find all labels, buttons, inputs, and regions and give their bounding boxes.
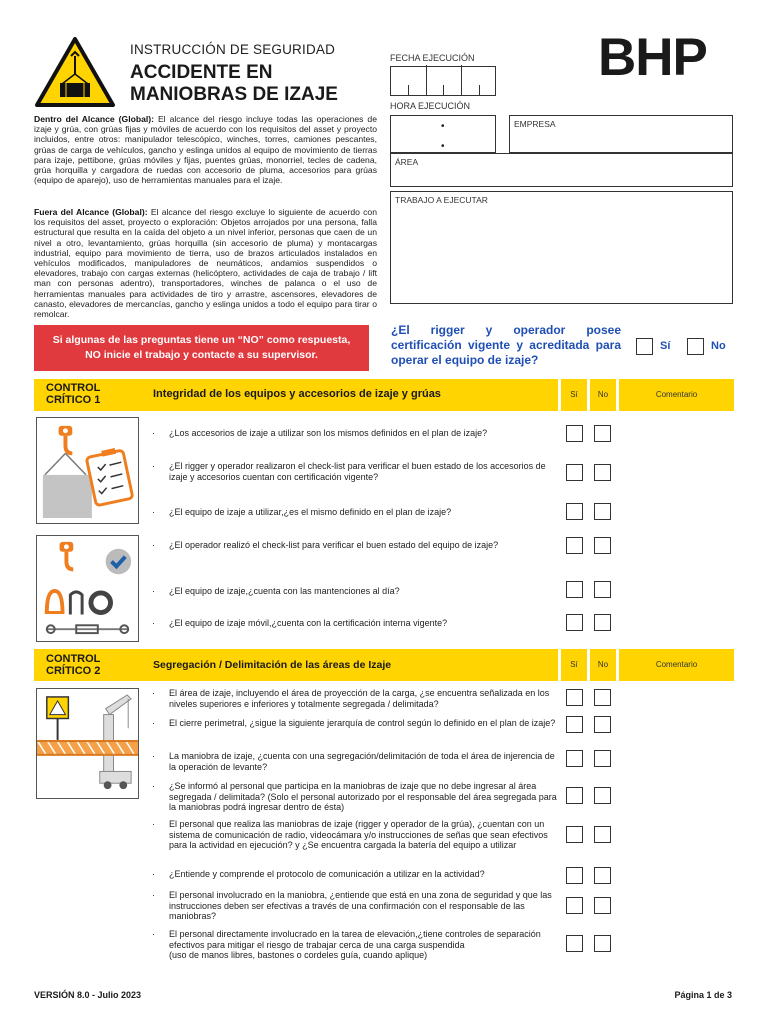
hook-checklist-icon: [36, 417, 139, 524]
c2-q4-yes-checkbox[interactable]: [566, 787, 583, 804]
c1-q2-yes-checkbox[interactable]: [566, 464, 583, 481]
c2-q8-yes-checkbox[interactable]: [566, 935, 583, 952]
scope-out: [34, 207, 377, 319]
c2-q5-yes-checkbox[interactable]: [566, 826, 583, 843]
control-2-question-1: · El área de izaje, incluyendo el área de proyección de la carga, ¿se encuentra señalizada en los niveles superiores e inferiores y totalmente segregada / delimitada?: [152, 688, 550, 709]
col-comment-2: Comentario: [655, 660, 698, 669]
control-2-heading: Segregación / Delimitación de las áreas de Izaje: [153, 659, 392, 671]
c1-q6-no-checkbox[interactable]: [594, 614, 611, 631]
crane-load-warning-icon: [34, 36, 116, 108]
rigger-no-checkbox[interactable]: [687, 338, 704, 355]
document-type: INSTRUCCIÓN DE SEGURIDAD: [130, 42, 336, 57]
control-1-header: [34, 379, 734, 411]
control-2-question-4: · ¿Se informó al personal que participa en la maniobras de izaje que no debe ingresar al área segregada / delimitada? (Solo el personal autorizado por el responsable del área segregada para la maniobras podrá ingresar dentro de ésta): [152, 781, 557, 812]
c1-q5-yes-checkbox[interactable]: [566, 581, 583, 598]
scope-in-title: Dentro del Alcance (Global):: [34, 114, 154, 124]
barricade-crane-icon: [36, 688, 139, 799]
c1-q1-yes-checkbox[interactable]: [566, 425, 583, 442]
title-line-2: MANIOBRAS DE IZAJE: [130, 84, 338, 105]
c1-q4-yes-checkbox[interactable]: [566, 537, 583, 554]
c2-q3-yes-checkbox[interactable]: [566, 750, 583, 767]
scope-out-title: Fuera del Alcance (Global):: [34, 207, 148, 217]
version-footer: VERSIÓN 8.0 - Julio 2023: [34, 990, 142, 1000]
c1-q4-no-checkbox[interactable]: [594, 537, 611, 554]
control-1-question-4: · ¿El operador realizó el check-list para verificar el buen estado del equipo de izaje?: [152, 540, 499, 550]
fecha-field[interactable]: [390, 66, 496, 96]
title-line-1: ACCIDENTE EN: [130, 62, 273, 83]
c1-q6-yes-checkbox[interactable]: [566, 614, 583, 631]
rigger-no-label: No: [711, 340, 726, 352]
area-label: ÁREA: [395, 157, 419, 167]
c2-q1-no-checkbox[interactable]: [594, 689, 611, 706]
c2-q2-no-checkbox[interactable]: [594, 716, 611, 733]
control-2-question-6: · ¿Entiende y comprende el protocolo de comunicación a utilizar en la actividad?: [152, 869, 485, 879]
control-2-question-7: · El personal involucrado en la maniobra, ¿entiende que está en una zona de seguridad y que las instrucciones deben ser efectivas a través de una confirmación con el responsable de las maniobras?: [152, 890, 552, 921]
c2-q6-yes-checkbox[interactable]: [566, 867, 583, 884]
control-1-question-1: · ¿Los accesorios de izaje a utilizar son los mismos definidos en el plan de izaje?: [152, 428, 488, 438]
c1-q3-no-checkbox[interactable]: [594, 503, 611, 520]
col-comment: Comentario: [655, 390, 698, 399]
c2-q8-no-checkbox[interactable]: [594, 935, 611, 952]
scope-in-text: El alcance del riesgo incluye todas las operaciones de izaje y grúa, con grúas fijas y móviles de acuerdo con los requisitos del asset y proyecto incluidos, entre otros: manipulador telescópico, winches, torres, camiones pescantes, grúas de carga de vehículos, gancho y eslinga unidos al equipo de movimiento de tierras para izaje, pettibone, grúas móviles y fijas, puentes grúas, monorriel, tecles de cadena, grúa horquilla y cargadora de ruedas con accesorio de pluma, accesorios para grúas (equipo de aparejo), uso de herramientas manuales para el izaje.: [34, 114, 377, 186]
control-2-question-5: · El personal que realiza las maniobras de izaje (rigger y operador de la grúa), ¿cuentan con un sistema de comunicación de radio, videocámara y/o instrucciones de señas que sean efectivos para la actividad en ejecución? y ¿Se encuentra cargada la batería del equipo a utilizar: [152, 819, 548, 850]
rigger-yes-label: Sí: [660, 340, 671, 352]
col-no: No: [597, 390, 609, 399]
empresa-label: EMPRESA: [514, 119, 556, 129]
c1-q1-no-checkbox[interactable]: [594, 425, 611, 442]
col-no-2: No: [597, 660, 609, 669]
no-answer-alert: [34, 325, 369, 371]
rigger-certification-question: ¿El rigger y operador posee certificación vigente y acreditada para operar el equipo de izaje?: [391, 323, 621, 367]
c2-q6-no-checkbox[interactable]: [594, 867, 611, 884]
control-1-question-3: · ¿El equipo de izaje a utilizar,¿es el mismo definido en el plan de izaje?: [152, 507, 452, 517]
rigger-yes-checkbox[interactable]: [636, 338, 653, 355]
control-1-question-6: · ¿El equipo de izaje móvil,¿cuenta con la certificación interna vigente?: [152, 618, 448, 628]
c2-q7-yes-checkbox[interactable]: [566, 897, 583, 914]
alert-line-1: Si algunas de las preguntas tiene un “NO” como respuesta,: [52, 334, 351, 346]
trabajo-field[interactable]: [390, 191, 733, 304]
c1-q3-yes-checkbox[interactable]: [566, 503, 583, 520]
control-1-question-5: · ¿El equipo de izaje,¿cuenta con las mantenciones al día?: [152, 586, 400, 596]
rigging-accessories-check-icon: [36, 535, 139, 642]
scope-in: [34, 114, 377, 185]
control-2-question-2: · El cierre perimetral, ¿sigue la siguiente jerarquía de control según lo definido en el plan de izaje?: [152, 718, 556, 728]
col-yes-2: Sí: [570, 660, 578, 669]
area-field[interactable]: [390, 153, 733, 187]
time-separator: • •: [441, 121, 445, 152]
page-title: [130, 62, 370, 106]
trabajo-label: TRABAJO A EJECUTAR: [395, 195, 488, 205]
control-2-question-8: · El personal directamente involucrado en la tarea de elevación,¿tiene controles de separación efectivos para mitigar el riesgo de trabajar cerca de una carga suspendida (uso de manos libres, bastones o cordeles guía, cuando aplique): [152, 929, 541, 960]
control-2-question-3: · La maniobra de izaje, ¿cuenta con una segregación/delimitación de toda el área de injerencia de la operación de levante?: [152, 751, 555, 772]
control-1-label: CONTROL CRÍTICO 1: [46, 382, 101, 406]
c1-q2-no-checkbox[interactable]: [594, 464, 611, 481]
c2-q3-no-checkbox[interactable]: [594, 750, 611, 767]
control-1-question-2: · ¿El rigger y operador realizaron el check-list para verificar el buen estado de los accesorios de izaje y accesorios cuentan con certificación vigente?: [152, 461, 546, 482]
c2-q2-yes-checkbox[interactable]: [566, 716, 583, 733]
alert-line-2: NO inicie el trabajo y contacte a su supervisor.: [85, 349, 318, 361]
control-1-heading: Integridad de los equipos y accesorios de izaje y grúas: [153, 388, 441, 400]
hora-label: HORA EJECUCIÓN: [390, 101, 471, 111]
col-yes: Sí: [570, 390, 578, 399]
c2-q1-yes-checkbox[interactable]: [566, 689, 583, 706]
c1-q5-no-checkbox[interactable]: [594, 581, 611, 598]
hora-field[interactable]: [390, 115, 496, 153]
scope-out-text: El alcance del riesgo excluye lo siguiente de acuerdo con los requisitos del asset, proyecto o exploración: Objetos arrojados por una persona, falla estructural que resulta en la caída del objeto a un nivel inferior, personas que caen de un nivel a otro, levantamiento, grúas horquilla (sin accesorio de pluma) y montacargas industrial, equipo para movimiento de tierra, uso de brazos articulados instalados en vehículos modificados, manipuladores de neumáticos, andamios suspendidos o elevadores, trabajo con cargas externas (helicóptero, actividades de caja de trabajo / lift man con personas adentro), transportadores, winches de palanca o el uso de herramientas manuales para actividades de tiro y arrastre, ascensores, elevadores de canasto, elevadores de mercancías, gancho y eslinga unidos a todo el equipo para tirar o remolcar.: [34, 207, 377, 320]
fecha-label: FECHA EJECUCIÓN: [390, 53, 475, 63]
c2-q4-no-checkbox[interactable]: [594, 787, 611, 804]
page-number: Página 1 de 3: [674, 990, 732, 1000]
control-2-header: [34, 649, 734, 681]
c2-q7-no-checkbox[interactable]: [594, 897, 611, 914]
bhp-logo: BHP: [598, 28, 707, 87]
control-2-label: CONTROL CRÍTICO 2: [46, 653, 101, 677]
c2-q5-no-checkbox[interactable]: [594, 826, 611, 843]
empresa-field[interactable]: [509, 115, 733, 153]
